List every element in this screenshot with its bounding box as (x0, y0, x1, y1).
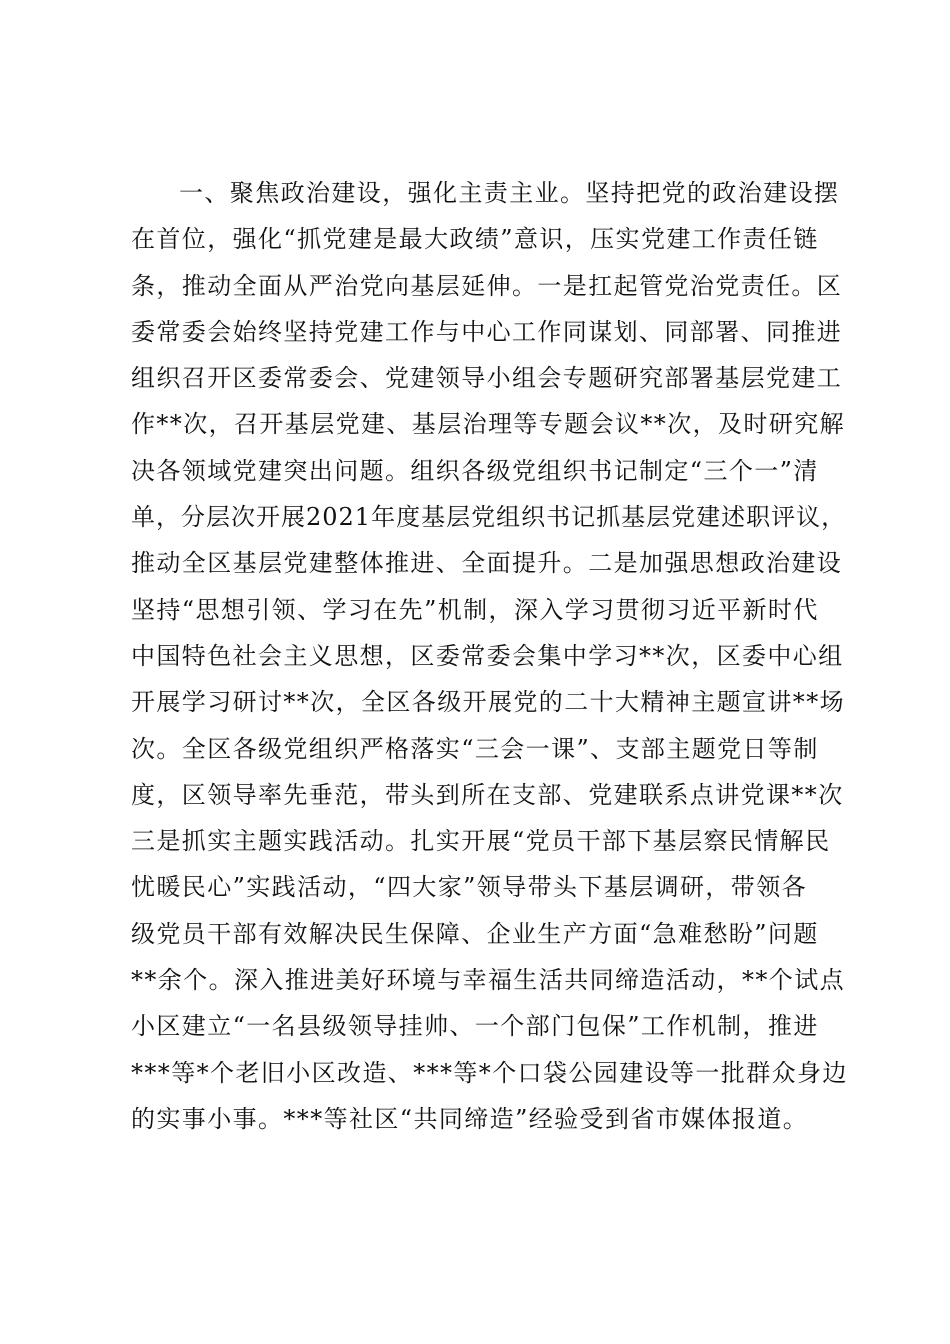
body-paragraph (131, 170, 851, 1142)
paragraph-line-10: 坚持“思想引领、学习在先”机制，深入学习贯彻习近平新时代 (131, 595, 819, 624)
paragraph-line-6: 作**次，召开基层党建、基层治理等专题会议**次，及时研究解 (131, 410, 845, 439)
paragraph-line-20: ***等*个老旧小区改造、***等*个口袋公园建设等一批群众身边 (131, 1058, 848, 1087)
paragraph-line-2: 在首位，强化“抓党建是最大政绩”意识，压实党建工作责任链 (131, 225, 819, 254)
paragraph-line-15: 三是抓实主题实践活动。扎实开展“党员干部下基层察民情解民 (131, 827, 831, 856)
paragraph-line-17: 级党员干部有效解决民生保障、企业生产方面“急难愁盼”问题 (131, 919, 819, 948)
paragraph-line-5: 组织召开区委常委会、党建领导小组会专题研究部署基层党建工 (131, 364, 843, 393)
paragraph-line-11: 中国特色社会主义思想，区委常委会集中学习**次，区委中心组 (131, 641, 844, 670)
paragraph-line-21: 的实事小事。***等社区“共同缔造”经验受到省市媒体报道。 (131, 1104, 809, 1133)
paragraph-line-12: 开展学习研讨**次，全区各级开展党的二十大精神主题宣讲**场 (131, 688, 845, 717)
paragraph-line-19: 小区建立“一名县级领导挂帅、一个部门包保”工作机制，推进 (131, 1012, 819, 1041)
paragraph-line-4: 委常委会始终坚持党建工作与中心工作同谋划、同部署、同推进 (131, 317, 843, 346)
paragraph-line-9: 推动全区基层党建整体推进、全面提升。二是加强思想政治建设 (131, 549, 843, 578)
paragraph-line-14: 度，区领导率先垂范，带头到所在支部、党建联系点讲党课**次 (131, 780, 844, 809)
paragraph-line-8: 单，分层次开展2021年度基层党组织书记抓基层党建述职评议， (131, 503, 847, 532)
paragraph-line-18: **余个。深入推进美好环境与幸福生活共同缔造活动，**个试点 (131, 966, 845, 995)
paragraph-line-1: 一、聚焦政治建设，强化主责主业。坚持把党的政治建设摆 (179, 179, 840, 207)
paragraph-line-7: 决各领域党建突出问题。组织各级党组织书记制定“三个一”清 (131, 456, 819, 485)
paragraph-line-13: 次。全区各级党组织严格落实“三会一课”、支部主题党日等制 (131, 734, 819, 763)
paragraph-line-3: 条，推动全面从严治党向基层延伸。一是扛起管党治党责任。区 (131, 271, 843, 300)
paragraph-line-16: 忧暖民心”实践活动，“四大家”领导带头下基层调研，带领各 (131, 873, 808, 902)
